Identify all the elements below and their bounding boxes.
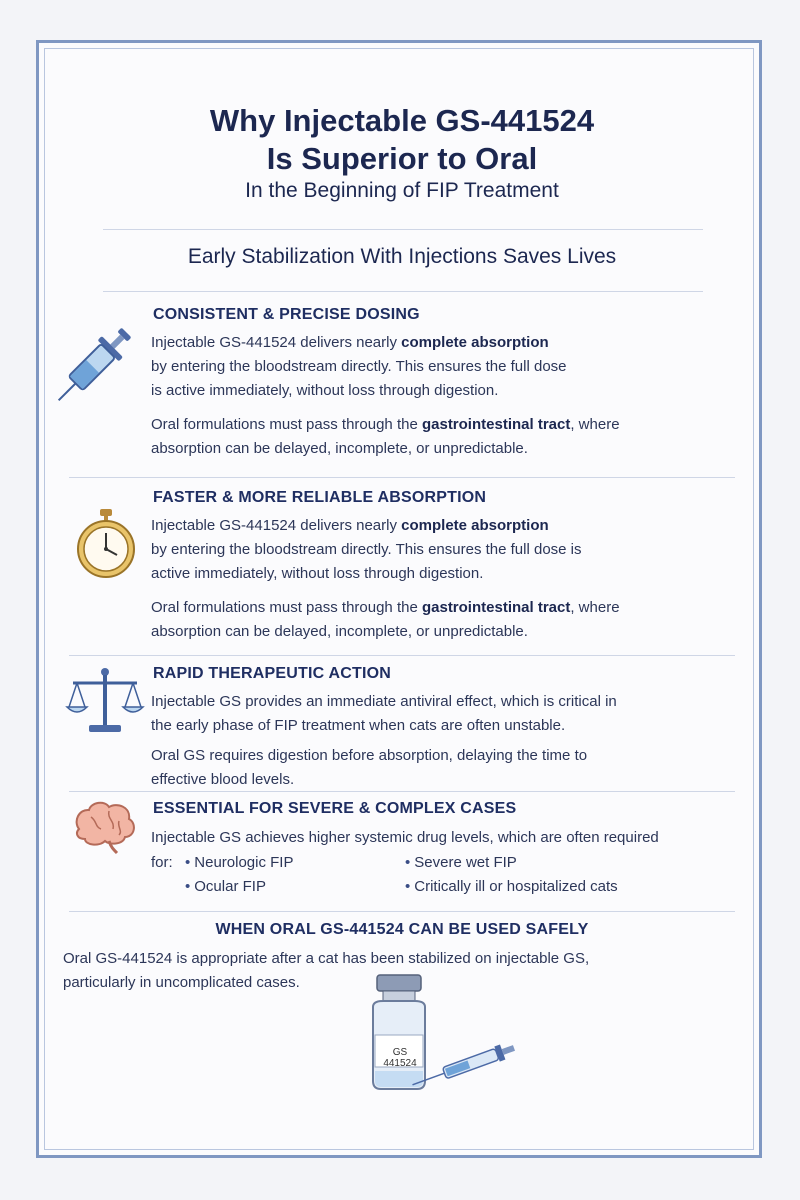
list-item: • Neurologic FIP: [185, 854, 294, 871]
section-heading: FASTER & MORE RELIABLE ABSORPTION: [153, 489, 487, 506]
scale-icon: [65, 667, 145, 737]
page-title-line2: Is Superior to Oral: [266, 141, 538, 176]
section-body: Injectable GS-441524 delivers nearly complete absorption by entering the bloodstream directly. This ensures the full dose is active immediately, without loss through digestion. Oral formulations must pass through the gastrointestinal tract, where absorption can be delayed, incomplete, or unpredictable.: [151, 517, 620, 640]
footer-body: Oral GS-441524 is appropriate after a cat has been stabilized on injectable GS, particularly in uncomplicated cases.: [63, 950, 590, 991]
brain-icon: [69, 799, 139, 855]
section-body: Injectable GS provides an immediate antiviral effect, which is critical in the early phase of FIP treatment when cats are often unstable. Oral GS requires digestion before absorption, delaying the time to effective blood levels.: [151, 693, 617, 788]
divider: [69, 477, 735, 478]
divider: [69, 911, 735, 912]
section-body: Injectable GS-441524 delivers nearly complete absorption by entering the bloodstream directly. This ensures the full dose is active immediately, without loss through digestion. Oral formulations must pass through the gastrointestinal tract, where absorption can be delayed, incomplete, or unpredictable.: [151, 334, 620, 457]
vial-syringe-illustration: [357, 973, 517, 1093]
divider: [103, 291, 703, 292]
footer-heading: WHEN ORAL GS-441524 CAN BE USED SAFELY: [215, 921, 589, 938]
list-item: • Ocular FIP: [185, 878, 266, 895]
divider: [103, 229, 703, 230]
divider: [69, 655, 735, 656]
section-heading: CONSISTENT & PRECISE DOSING: [153, 306, 420, 323]
section-body: Injectable GS achieves higher systemic drug levels, which are often required: [151, 829, 659, 846]
vial-label: GS 441524: [383, 1047, 417, 1069]
page-title-line1: Why Injectable GS-441524: [209, 103, 595, 138]
section-heading: ESSENTIAL FOR SEVERE & COMPLEX CASES: [153, 800, 517, 817]
syringe-icon: [49, 315, 139, 415]
for-label: for:: [151, 854, 173, 871]
stopwatch-icon: [71, 509, 141, 579]
page-subtitle: In the Beginning of FIP Treatment: [245, 179, 559, 202]
section-heading: RAPID THERAPEUTIC ACTION: [153, 665, 391, 682]
banner-text: Early Stabilization With Injections Saves Lives: [187, 245, 617, 268]
poster-frame: [36, 40, 762, 1158]
list-item: • Severe wet FIP: [405, 854, 517, 871]
list-item: • Critically ill or hospitalized cats: [405, 878, 618, 895]
divider: [69, 791, 735, 792]
